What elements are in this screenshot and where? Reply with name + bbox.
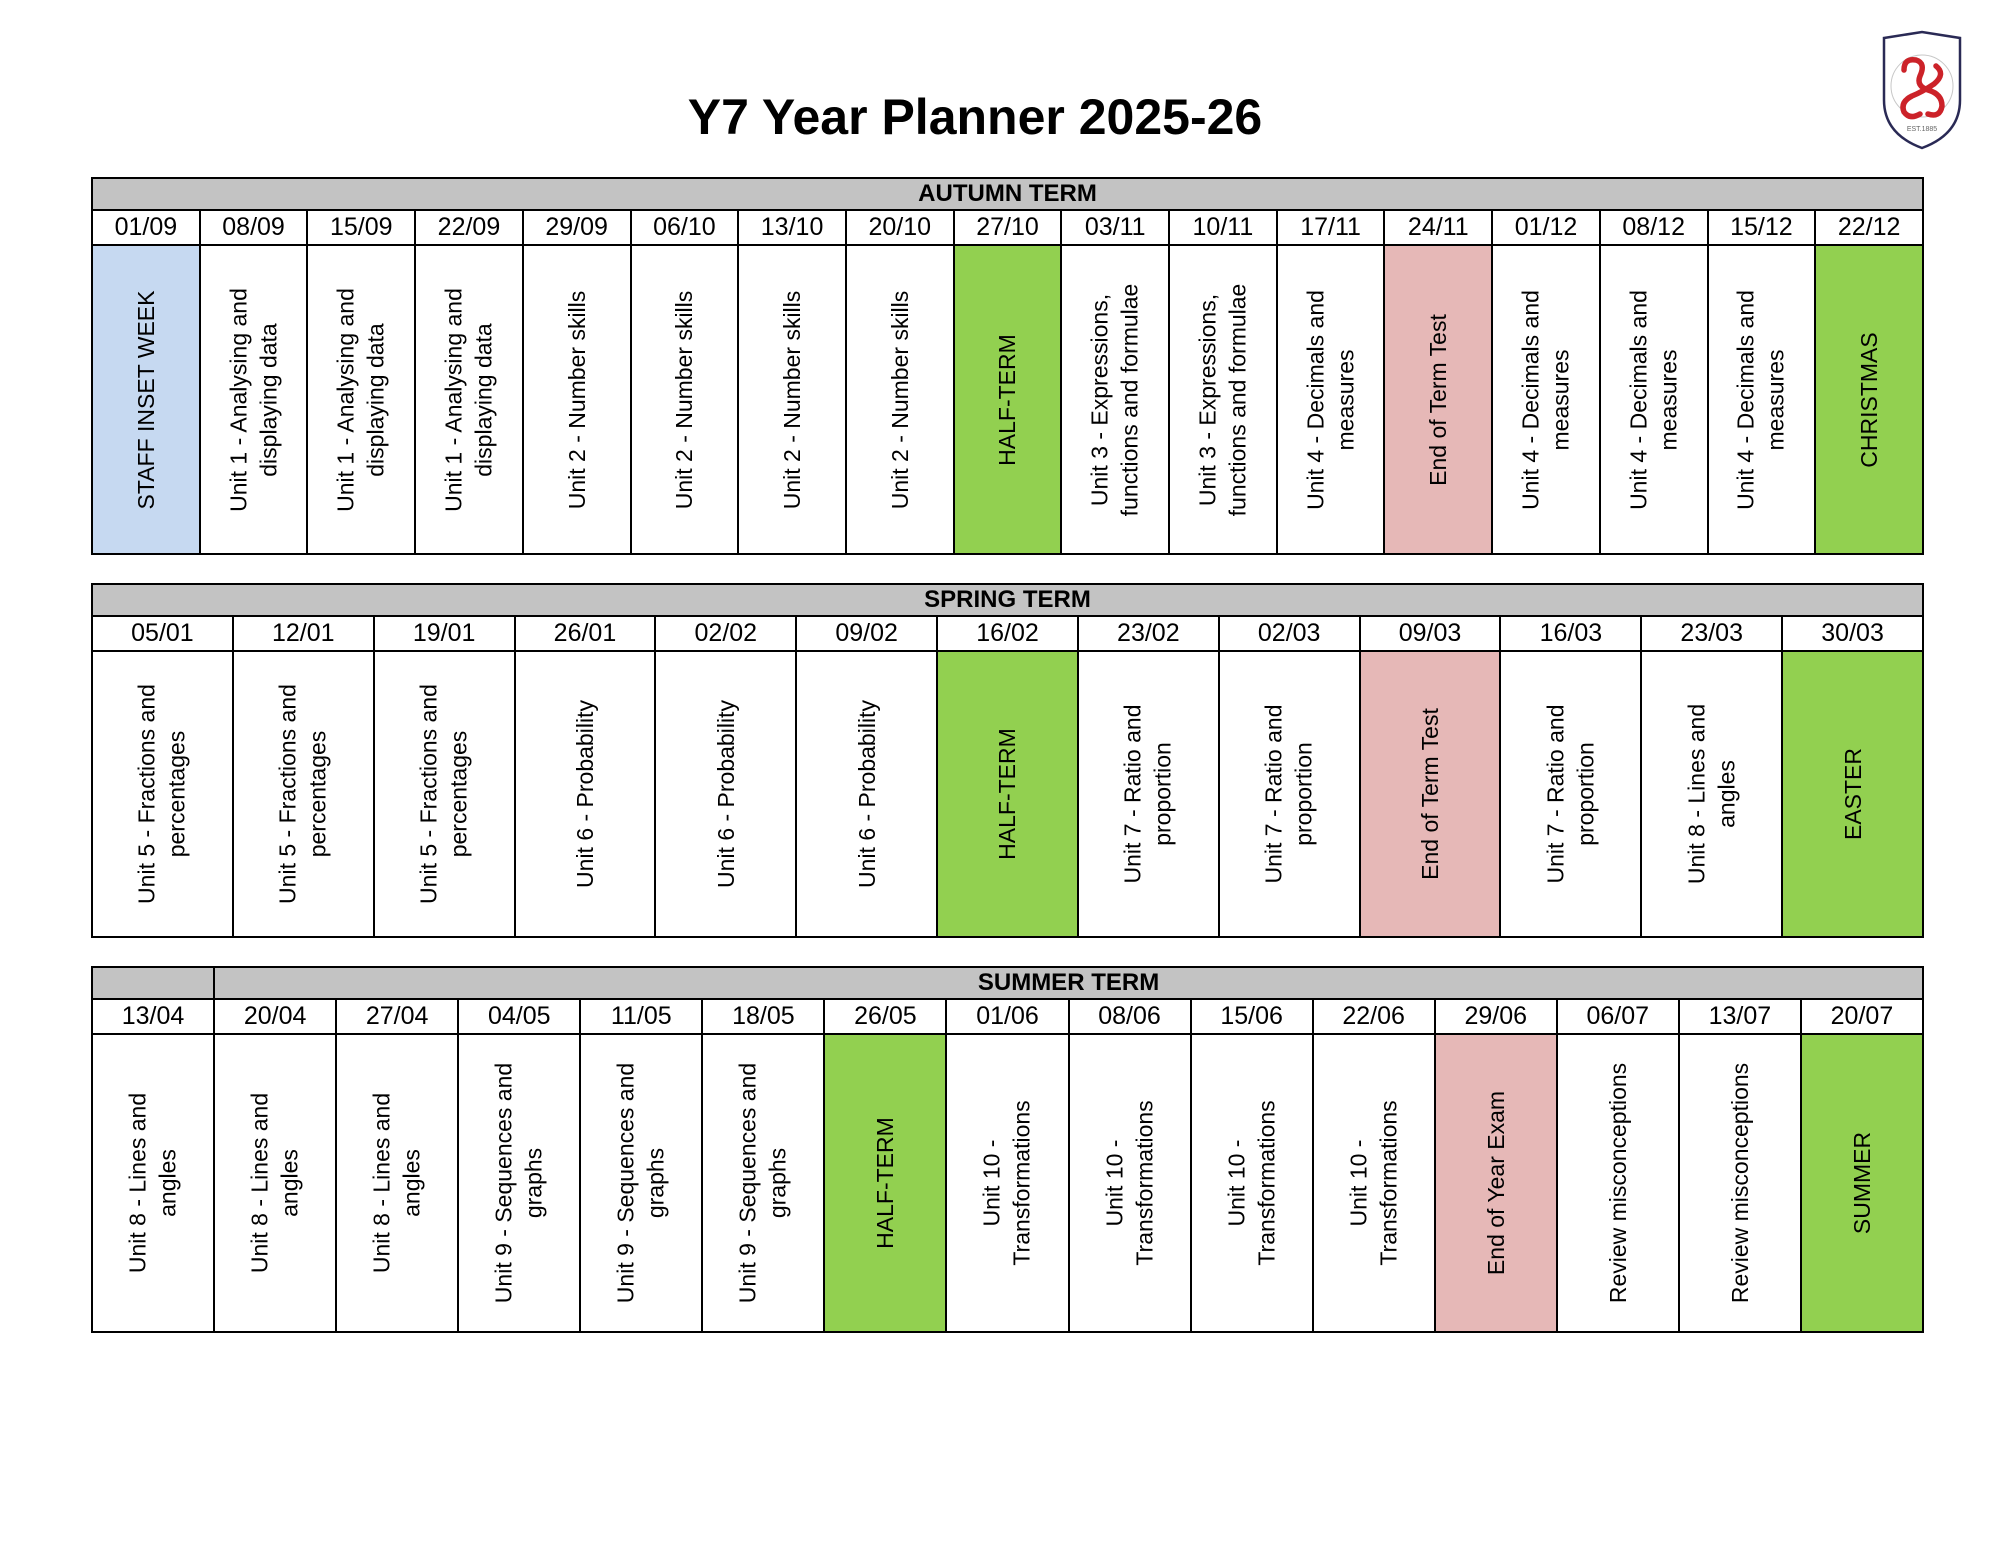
week-cell	[1069, 1034, 1191, 1332]
week-topic: Unit 9 - Sequences and graphs	[734, 1062, 792, 1304]
week-topic: Unit 6 - Probability	[712, 700, 739, 888]
week-cell	[846, 245, 954, 554]
week-cell	[1277, 245, 1385, 554]
summer-term-header: SUMMER TERM	[214, 967, 1923, 999]
week-date: 08/09	[200, 210, 308, 245]
week-topic: Review misconceptions	[1726, 1062, 1753, 1304]
summer-header-spacer	[92, 967, 214, 999]
week-topic: Unit 8 - Lines and angles	[1683, 703, 1740, 885]
week-topic: Unit 5 - Fractions and percentages	[134, 684, 191, 904]
week-topic: Unit 7 - Ratio and proportion	[1260, 704, 1318, 884]
week-cell	[415, 245, 523, 554]
week-topic: End of Term Test	[1425, 313, 1452, 486]
summer-date-row	[92, 999, 1923, 1034]
week-date: 04/05	[458, 999, 580, 1034]
week-cell	[1191, 1034, 1313, 1332]
week-cell	[1078, 651, 1219, 937]
week-topic: Unit 10 - Transformations	[1101, 1100, 1158, 1266]
week-date: 15/09	[307, 210, 415, 245]
week-date: 12/01	[233, 616, 374, 651]
week-date: 02/03	[1219, 616, 1360, 651]
week-cell	[92, 1034, 214, 1332]
week-date: 13/04	[92, 999, 214, 1034]
week-date: 13/10	[738, 210, 846, 245]
week-date: 01/06	[946, 999, 1068, 1034]
week-date: 01/12	[1492, 210, 1600, 245]
week-cell	[1313, 1034, 1435, 1332]
week-topic: Unit 2 - Number skills	[886, 290, 913, 509]
week-date: 15/06	[1191, 999, 1313, 1034]
week-topic: Unit 3 - Expressions, functions and formulae	[1194, 283, 1251, 516]
school-crest-logo	[1876, 30, 1968, 152]
week-cell	[233, 651, 374, 937]
week-date: 20/10	[846, 210, 954, 245]
week-topic: Unit 8 - Lines and angles	[124, 1092, 182, 1274]
week-cell	[1360, 651, 1501, 937]
week-date: 06/10	[631, 210, 739, 245]
week-topic: CHRISTMAS	[1855, 331, 1882, 468]
week-topic: Unit 1 - Analysing and displaying data	[225, 287, 282, 512]
week-topic: Unit 4 - Decimals and measures	[1302, 289, 1359, 510]
week-topic: Unit 4 - Decimals and measures	[1517, 289, 1574, 510]
week-topic: Unit 2 - Number skills	[563, 290, 590, 509]
week-date: 23/03	[1641, 616, 1782, 651]
week-cell	[946, 1034, 1068, 1332]
week-cell	[738, 245, 846, 554]
week-date: 02/02	[655, 616, 796, 651]
week-date: 29/06	[1435, 999, 1557, 1034]
svg-text:EST.1885: EST.1885	[1906, 126, 1938, 133]
week-cell	[1219, 651, 1360, 937]
spring-date-row	[92, 616, 1923, 651]
week-topic: Unit 9 - Sequences and graphs	[612, 1062, 670, 1304]
week-cell	[824, 1034, 946, 1332]
week-topic: SUMMER	[1848, 1131, 1875, 1235]
week-cell	[796, 651, 937, 937]
week-cell	[336, 1034, 458, 1332]
autumn-date-row	[92, 210, 1923, 245]
week-date: 22/12	[1815, 210, 1923, 245]
week-date: 11/05	[580, 999, 702, 1034]
week-topic: Unit 8 - Lines and angles	[368, 1092, 426, 1274]
week-date: 05/01	[92, 616, 233, 651]
week-topic: Review misconceptions	[1604, 1062, 1631, 1304]
week-cell	[1557, 1034, 1679, 1332]
week-cell	[631, 245, 739, 554]
week-topic: Unit 5 - Fractions and percentages	[415, 684, 473, 904]
week-topic: Unit 10 - Transformations	[979, 1100, 1036, 1266]
week-date: 03/11	[1061, 210, 1169, 245]
page-title: Y7 Year Planner 2025-26	[687, 89, 1263, 145]
week-date: 10/11	[1169, 210, 1277, 245]
week-date: 16/02	[937, 616, 1078, 651]
week-date: 20/07	[1801, 999, 1923, 1034]
week-date: 06/07	[1557, 999, 1679, 1034]
week-date: 23/02	[1078, 616, 1219, 651]
week-cell	[1801, 1034, 1923, 1332]
week-cell	[580, 1034, 702, 1332]
week-topic: Unit 8 - Lines and angles	[246, 1092, 304, 1274]
week-date: 01/09	[92, 210, 200, 245]
week-date: 15/12	[1708, 210, 1816, 245]
autumn-content-row	[92, 245, 1923, 554]
week-topic: HALF-TERM	[872, 1117, 899, 1249]
week-topic: Unit 9 - Sequences and graphs	[490, 1062, 548, 1304]
week-date: 27/04	[336, 999, 458, 1034]
week-topic: Unit 1 - Analysing and displaying data	[332, 287, 390, 512]
week-topic: Unit 5 - Fractions and percentages	[274, 684, 332, 904]
week-topic: Unit 1 - Analysing and displaying data	[440, 287, 497, 512]
week-date: 22/06	[1313, 999, 1435, 1034]
week-date: 19/01	[374, 616, 515, 651]
week-topic: HALF-TERM	[994, 333, 1021, 466]
week-cell	[307, 245, 415, 554]
week-cell	[214, 1034, 336, 1332]
week-date: 20/04	[214, 999, 336, 1034]
week-topic: Unit 10 - Transformations	[1345, 1100, 1402, 1266]
week-date: 09/03	[1360, 616, 1501, 651]
week-cell	[1492, 245, 1600, 554]
spring-content-row	[92, 651, 1923, 937]
week-cell	[655, 651, 796, 937]
week-topic: Unit 6 - Probability	[853, 700, 880, 888]
week-cell	[1384, 245, 1492, 554]
week-date: 26/01	[515, 616, 656, 651]
week-topic: End of Term Test	[1416, 708, 1443, 880]
week-date: 22/09	[415, 210, 523, 245]
week-date: 18/05	[702, 999, 824, 1034]
week-topic: Unit 2 - Number skills	[778, 290, 805, 509]
week-date: 24/11	[1384, 210, 1492, 245]
week-topic: Unit 4 - Decimals and measures	[1733, 289, 1790, 510]
week-cell	[1679, 1034, 1801, 1332]
week-cell	[1815, 245, 1923, 554]
week-cell	[1500, 651, 1641, 937]
week-cell	[523, 245, 631, 554]
summer-content-row	[92, 1034, 1923, 1332]
week-cell	[1600, 245, 1708, 554]
week-date: 30/03	[1782, 616, 1923, 651]
week-date: 08/12	[1600, 210, 1708, 245]
week-cell	[458, 1034, 580, 1332]
week-cell	[1708, 245, 1816, 554]
week-cell	[702, 1034, 824, 1332]
week-cell	[92, 651, 233, 937]
week-date: 29/09	[523, 210, 631, 245]
week-cell	[1061, 245, 1169, 554]
week-date: 08/06	[1069, 999, 1191, 1034]
week-date: 17/11	[1277, 210, 1385, 245]
week-date: 16/03	[1500, 616, 1641, 651]
week-topic: Unit 7 - Ratio and proportion	[1119, 704, 1177, 884]
week-cell	[515, 651, 656, 937]
week-topic: Unit 4 - Decimals and measures	[1625, 289, 1682, 510]
autumn-term-table	[91, 177, 1924, 555]
week-cell	[200, 245, 308, 554]
week-cell	[954, 245, 1062, 554]
week-cell	[1169, 245, 1277, 554]
week-topic: Unit 10 - Transformations	[1223, 1100, 1280, 1266]
week-topic: STAFF INSET WEEK	[132, 290, 159, 509]
week-date: 27/10	[954, 210, 1062, 245]
week-topic: Unit 2 - Number skills	[671, 290, 698, 509]
week-cell	[1782, 651, 1923, 937]
week-cell	[92, 245, 200, 554]
week-cell	[937, 651, 1078, 937]
week-date: 09/02	[796, 616, 937, 651]
week-cell	[374, 651, 515, 937]
spring-term-table	[91, 583, 1924, 938]
week-topic: Unit 3 - Expressions, functions and formulae	[1086, 283, 1144, 516]
week-date: 26/05	[824, 999, 946, 1034]
week-topic: Unit 7 - Ratio and proportion	[1542, 704, 1599, 884]
week-cell	[1641, 651, 1782, 937]
autumn-term-header: AUTUMN TERM	[92, 178, 1923, 210]
week-topic: HALF-TERM	[994, 728, 1021, 860]
summer-term-table	[91, 966, 1924, 1333]
spring-term-header: SPRING TERM	[92, 584, 1923, 616]
week-cell	[1435, 1034, 1557, 1332]
week-topic: EASTER	[1839, 747, 1866, 841]
week-topic: Unit 6 - Probability	[571, 700, 598, 888]
week-topic: End of Year Exam	[1482, 1090, 1509, 1276]
week-date: 13/07	[1679, 999, 1801, 1034]
